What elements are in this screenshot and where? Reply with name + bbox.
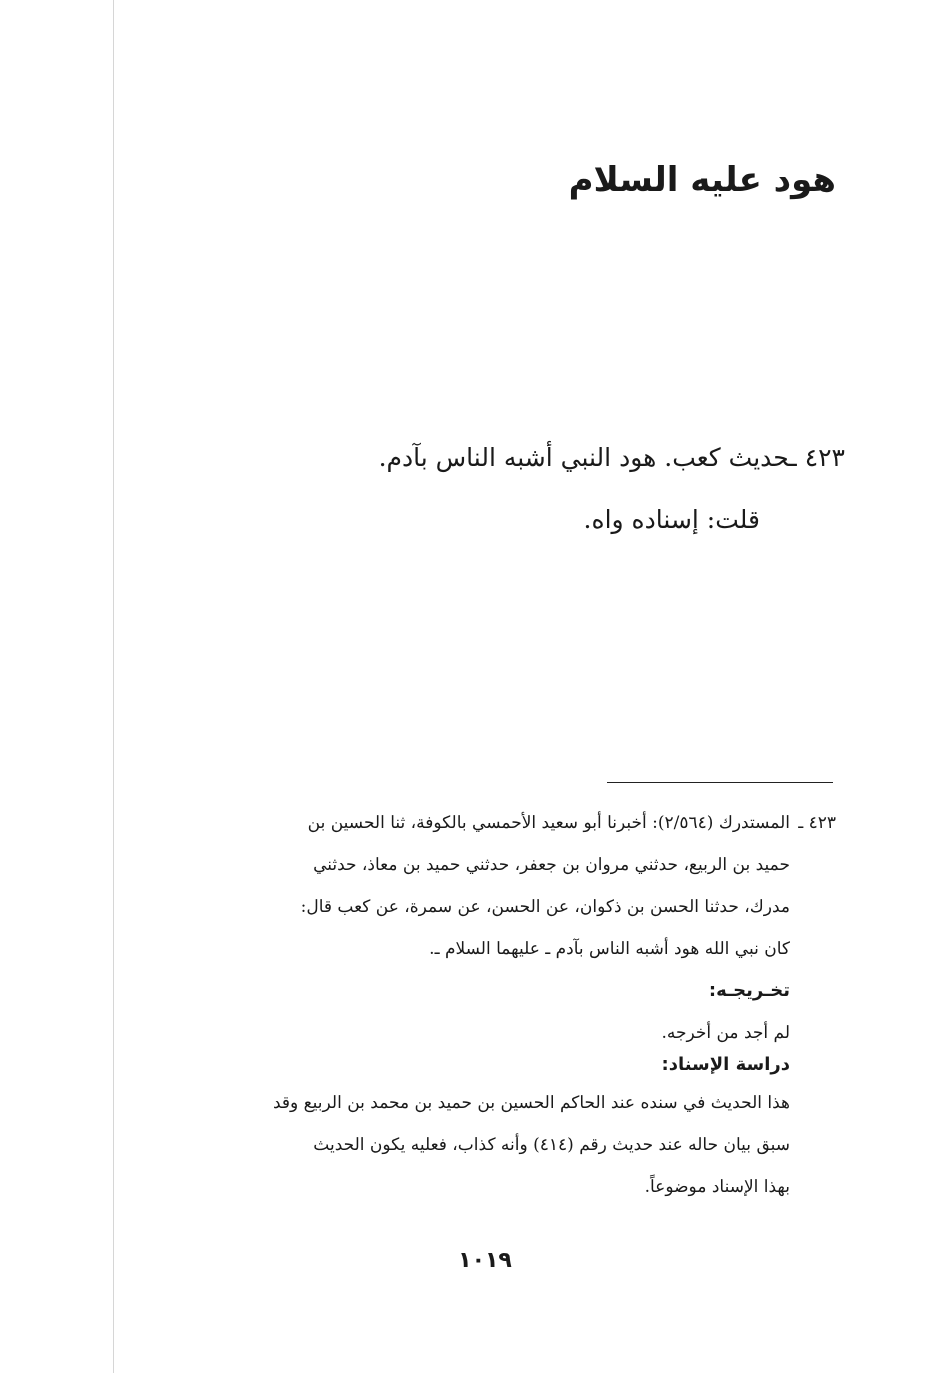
hadith-entry xyxy=(379,443,845,472)
footnote-isnad-line-3: مدرك، حدثنا الحسن بن ذكوان، عن الحسن، عن سمرة، عن كعب قال: xyxy=(300,897,790,917)
comment-label: قلت: xyxy=(706,505,760,534)
takhrij-heading: تخـريجـه: xyxy=(708,980,790,1001)
footnote-isnad-line-2: حميد بن الربيع، حدثني مروان بن جعفر، حدثني حميد بن معاذ، حدثني xyxy=(313,855,790,875)
hadith-dash: ـ xyxy=(789,443,797,472)
comment-text: إسناده واه. xyxy=(583,505,699,534)
chapter-title: هود عليه السلام xyxy=(568,160,836,200)
footnote-dash: ـ xyxy=(798,813,804,833)
dirasa-heading: دراسة الإسناد: xyxy=(661,1054,790,1075)
footnote-isnad-text: المستدرك (٢/٥٦٤): أخبرنا أبو سعيد الأحمسي بالكوفة، ثنا الحسين بن xyxy=(307,813,790,833)
footnote-section xyxy=(126,802,836,1208)
footnote-isnad-line-4: كان نبي الله هود أشبه الناس بآدم ـ عليهما السلام ـ. xyxy=(429,939,790,959)
dirasa-line-2: سبق بيان حاله عند حديث رقم (٤١٤) وأنه كذاب، فعليه يكون الحديث xyxy=(313,1135,790,1155)
page-gutter-line xyxy=(113,0,114,1373)
takhrij-text: لم أجد من أخرجه. xyxy=(661,1023,790,1043)
footnote-separator xyxy=(607,782,833,783)
hadith-number: ٤٢٣ xyxy=(804,443,845,472)
dirasa-line-3: بهذا الإسناد موضوعاً. xyxy=(644,1177,790,1197)
footnote-isnad-line-1 xyxy=(126,802,836,844)
footnote-number-block xyxy=(790,802,836,844)
page-number: ١٠١٩ xyxy=(458,1248,512,1273)
footnote-number: ٤٢٣ xyxy=(808,813,836,833)
hadith-comment xyxy=(584,505,760,534)
hadith-text: حديث كعب. هود النبي أشبه الناس بآدم. xyxy=(378,443,790,472)
dirasa-line-1: هذا الحديث في سنده عند الحاكم الحسين بن حميد بن محمد بن الربيع وقد xyxy=(272,1093,790,1113)
